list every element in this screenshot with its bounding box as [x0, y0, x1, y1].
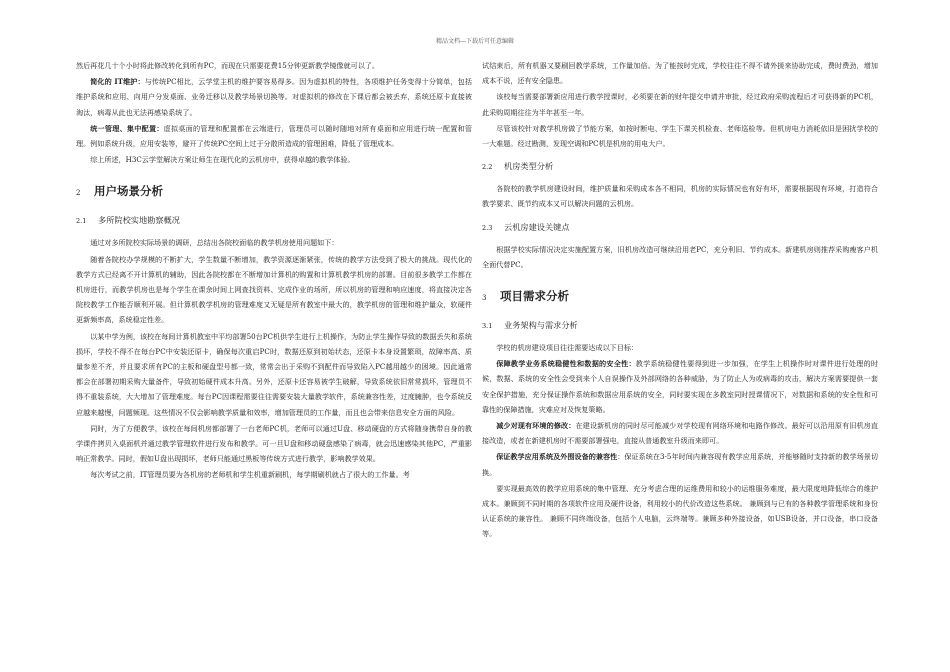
bold-lead: 减少对现有环境的修改：	[496, 421, 576, 431]
subsection-number: 2.2	[482, 163, 493, 172]
paragraph-text: 在建设新机房的同时尽可能减少对学校现有网络环境和电路作修改。最好可以沿用原有旧机房直接改造，或者在新建机房时不需要部署强电，直接从普通教室升级而来即可。	[482, 421, 879, 446]
subsection-title: 机房类型分析	[504, 161, 554, 172]
right-column	[482, 58, 878, 543]
subsection-number: 2.3	[482, 223, 493, 232]
subsection-heading	[482, 318, 878, 333]
paragraph: 综上所述，H3C云学堂解决方案让师生在现代化的云机房中，获得卓越的教学体验。	[90, 155, 355, 165]
subsection-number: 3.1	[482, 322, 493, 331]
bold-lead: 保障教学业务系统稳健性和数据的安全性：	[496, 359, 636, 369]
paragraph: 试结束后，所有机器又要刷回教学系统，工作量加倍。为了能按时完成，学校往往不得不请外援来协助完成，费时费劲，增加成本不说，还有安全隐患。	[482, 61, 878, 86]
paragraph: 要实现最高效的教学应用系统的集中管理、充分考虑合理的运维费用和较小的运维服务难度，最大限度地降低综合的维护成本。兼顾到不同时期的各项软件应用及硬件设备，利用较小的代价改造这些系统。 兼顾到与已有的各种教学管理系统和身份认证系统的兼容性。 兼顾不同终端设备，包括个人电脑，云终端等。兼顾多种外接设备，如USB设备，并口设备，串口设备等。	[482, 483, 878, 539]
left-column	[76, 58, 472, 484]
section-heading	[76, 183, 472, 201]
paragraph: 各院校的教学机房建设时间，维护质量和采购成本各不相同，机房的实际情况也有好有坏，需要根据现有环境，打造符合教学要求、既节约成本又可以解决问题的云机房。	[482, 184, 878, 209]
bold-lead: 简化的 IT维护：	[90, 77, 145, 87]
paragraph-text: ：保证系统在3-5年时间内兼容现有教学应用系统，并能够随时支持新的教学场景切换。	[482, 452, 879, 477]
paragraph: 学校的机房建设项目往往需要达成以下目标：	[496, 343, 639, 353]
paragraph-text: 教学系统稳健性要得到进一步加强，在学生上机操作时对课件进行处理的时候，数据、系统的安全性会受到来个人自误操作及外部网络的各种威胁，为了防止人为或病毒的攻击，解决方案需要提供一套安全保护措施，充分保证操作系统和数据应用系统的安全，同时要实现在多教室同时授课情况下，对数据和系统的安全性和可靠性的保障措施，灾难应对及恢复策略。	[482, 359, 879, 414]
paragraph	[76, 121, 472, 151]
page-header: 精品文档---下载后可任意编辑	[435, 38, 515, 45]
section-title: 用户场景分析	[94, 184, 163, 199]
subsection-heading	[482, 159, 878, 174]
paragraph	[76, 74, 472, 120]
bold-lead: 保证教学应用系统及外围设备的兼容性	[496, 452, 618, 462]
subsection-title: 多所院校实地勘察概况	[98, 215, 180, 226]
paragraph: 尽管该校针对教学机房做了节能方案，如按时断电、学生下课关机检查、老师巡检等。但机房电力消耗依旧是困扰学校的一大难题。经过勘测，发现空调和PC机是机房的用电大户。	[482, 123, 878, 149]
paragraph: 然后再花几十个小时将此修改转化到所有PC，而现在只需要花费15分钟更新教学镜像就可以了。	[76, 61, 379, 70]
section-heading	[482, 288, 878, 306]
paragraph: 随着各院校办学规模的不断扩大，学生数量不断增加，教学资源逐渐紧张，传统的教学方法受到了极大的挑战。现代化的教学方式已经离不开计算机的辅助，因此各院校都在不断增加计算机的购置和计算机教学机房的部署。目前很多教学工作都在机房进行，而教学机房也是每个学生在课余时间上网查找资料、完成作业的场所，所以机房的管理和响应速度，将直接决定各院校教学工作能否顺利开展。但计算机教学机房的管理难度又无疑是所有教室中最大的，教学机房的管理和维护量众，软硬件更新频率高，系统稳定性差。	[76, 254, 472, 325]
section-number: 2	[76, 189, 81, 198]
bold-lead: 统一管理、集中配置：	[90, 123, 164, 133]
subsection-number: 2.1	[76, 217, 87, 226]
paragraph-text: 虚拟桌面的管理和配置都在云端进行，管理员可以随时随地对所有桌面和应用进行统一配置和管理。例如系统升级，应用安装等，避开了传统PC空间上过于分散所造成的管理困难，降低了管理成本。	[76, 123, 473, 149]
paragraph: 同时，为了方便教学，该校在每间机房都部署了一台老师PC机，老师可以通过U盘、移动硬盘的方式将随身携带自身的教学课件拷贝入桌面机并通过教学管理软件进行发布和教学。可一旦U盘和移动硬盘感染了病毒，就会迅速感染其他PC，严重影响正常教学。同时，假如U盘出现损坏，老师只能通过黑板等传统方式进行教学，影响教学效果。	[76, 423, 472, 464]
paragraph: 每次考试之前，IT管理员要为各机房的老师机和学生机重新刷机，每学期刷机就占了很大的工作量。考	[90, 470, 410, 480]
paragraph-text: 与传统PC相比，云学堂主机的维护要容易得多。因为虚拟机的特性，各项维护任务变得十分简单，包括维护系统和应用、向用户分发桌面、业务迁移以及教学场景切换等。对虚拟机的修改在下课后都会被丢弃，系统还原卡直接被淘汰，病毒从此也无法再感染系统了。	[76, 77, 472, 117]
paragraph	[482, 418, 878, 448]
paragraph	[482, 356, 878, 417]
paragraph: 该校每当需要部署新应用进行教学授课时，必须要在新的财年提交申请并审批，经过政府采购流程后才可获得新的PC机，此采购周期往往为半年甚至一年。	[482, 92, 878, 117]
section-number: 3	[482, 294, 487, 303]
subsection-title: 业务架构与需求分析	[504, 320, 578, 331]
subsection-heading	[76, 213, 472, 228]
paragraph: 以某中学为例，该校在每间计算机教室中平均部署50台PC机供学生进行上机操作，为防止学生操作导致的数据丢失和系统损坏，学校不得不在每台PC中安装还原卡，确保每次重启PC时，数据还原到初始状态，还原卡本身设置繁琐，故障率高、质量参差不齐，并且要求所有PC的主板和硬盘型号都一致，常常会出于采购不到配件而导致陷入PC越用越少的困境。因此通常都会在部署初期采购大量备件，导致初始硬件成本升高。另外，还原卡还容易被学生破解，导致系统依旧常常损坏，管理员不得不重装系统，大大增加了管理难度。每台PC因课程需要往往需要安装大量教学软件，系统兼容性差，过度臃肿，也令系统反应越来越慢，问题频现。这些情况不仅会影响教学质量和效率，增加管理员的工作量，而且也会带来信息安全方面的风险。	[76, 331, 472, 417]
section-title: 项目需求分析	[500, 289, 569, 304]
paragraph: 根据学校实际情况决定实施配置方案，旧机房改造可继续沿用老PC，充分利旧、节约成本。新建机房则推荐采购瘦客户机全面代替PC。	[482, 244, 878, 269]
paragraph: 通过对多所院校实际场景的调研，总结出各院校面临的教学机房使用问题如下：	[90, 238, 339, 248]
subsection-title: 云机房建设关键点	[504, 221, 570, 232]
paragraph	[482, 449, 878, 479]
subsection-heading	[482, 220, 878, 235]
